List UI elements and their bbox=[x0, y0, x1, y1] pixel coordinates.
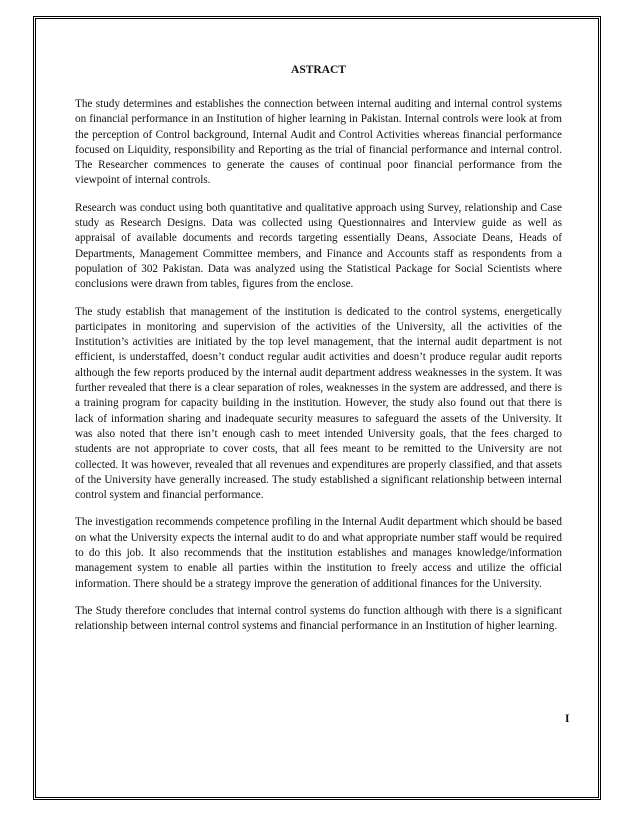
page-number: I bbox=[565, 713, 570, 725]
abstract-title: ASTRACT bbox=[291, 64, 346, 76]
paragraph-recommendations: The investigation recommends competence profiling in the Internal Audit department which should be based on what the University expects the internal audit to do and what appropriate number staff would be required to do this job. It also recommends that the institution establishes and manages knowledge/information management system to enable all parties within the institution to freely access and utilize the official information. There should be a strategy improve the generation of additional finances for the University. bbox=[75, 516, 562, 590]
paragraph-methodology: Research was conduct using both quantitative and qualitative approach using Survey, relationship and Case study as Research Designs. Data was collected using Questionnaires and Interview guide as well as appraisal of available documents and records targeting essentially Deans, Associate Deans, Heads of Departments, Management Committee members, and Finance and Accounts staff as respondents from a population of 302 Pakistan. Data was analyzed using the Statistical Package for Social Scientists where conclusions were drawn from tables, figures from the enclose. bbox=[75, 201, 562, 291]
paragraph-introduction: The study determines and establishes the connection between internal auditing and internal control systems on financial performance in an Institution of higher learning in Pakistan. Internal controls were look at from the perception of Control background, Internal Audit and Control Activities whereas financial performance focused on Liquidity, responsibility and Reporting as the trial of financial performance and internal control. The Researcher commences to generate the causes of continual poor financial performance from the viewpoint of internal controls. bbox=[75, 98, 562, 187]
paragraph-findings: The study establish that management of the institution is dedicated to the control systems, energetically participates in monitoring and supervision of the activities of the University, all the activities of the Institution’s activities are initiated by the top level management, that the internal audit department is not efficient, is understaffed, doesn’t conduct regular audit activities and doesn’t produce regular audit reports although the few reports produced by the internal audit department address weaknesses in the system. It was further revealed that there is a clear separation of roles, weaknesses in the system are addressed, and there is a training program for capacity building in the institution. However, the study also found out that there is lack of information sharing and inadequate security measures to safeguard the assets of the University. It was also noted that there isn’t enough cash to meet intended University goals, that the fees charged to students are not appropriate to cover costs, that all fees meant to be remitted to the University are not collected. It was however, revealed that all revenues and expenditures are properly classified, and that assets of the University have generally increased. The study established a significant relationship between internal control system and financial performance. bbox=[75, 305, 562, 502]
paragraph-conclusion: The Study therefore concludes that internal control systems do function although with there is a significant relationship between internal control systems and financial performance in an Institution of higher learning. bbox=[75, 604, 562, 633]
document-body bbox=[75, 64, 562, 647]
